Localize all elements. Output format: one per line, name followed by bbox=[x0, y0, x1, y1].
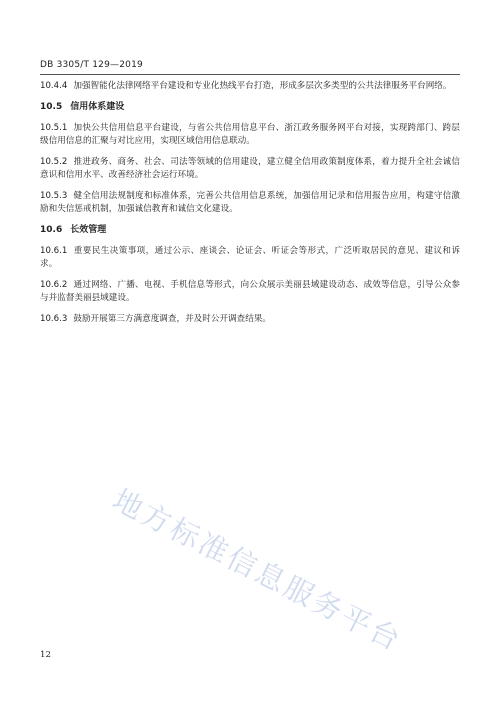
clause-number: 10.5.1 bbox=[40, 123, 68, 133]
section-number: 10.5 bbox=[40, 102, 63, 112]
clause-number: 10.6.2 bbox=[40, 280, 68, 290]
clause-number: 10.6.3 bbox=[40, 314, 68, 324]
clause-text: 通过网络、广播、电视、手机信息等形式，向公众展示美丽县域建设动态、成效等信息，引导公众参与并监督美丽县域建设。 bbox=[40, 280, 460, 303]
clause-10-6-1 bbox=[40, 245, 460, 271]
page-number: 12 bbox=[40, 650, 51, 660]
clause-text: 加快公共信用信息平台建设，与省公共信用信息平台、浙江政务服务网平台对接，实现跨部门、跨层级信用信息的汇聚与对比应用，实现区域信用信息联动。 bbox=[40, 123, 460, 146]
watermark: 地方标准信息服务平台 bbox=[107, 482, 408, 659]
clause-number: 10.5.3 bbox=[40, 191, 68, 201]
clause-10-6-3 bbox=[40, 313, 460, 326]
clause-10-6-2 bbox=[40, 279, 460, 305]
header-divider bbox=[40, 74, 460, 75]
document-body bbox=[40, 80, 460, 334]
section-title: 长效管理 bbox=[70, 225, 107, 235]
clause-10-4-4 bbox=[40, 80, 460, 93]
clause-10-5-3 bbox=[40, 190, 460, 216]
clause-text: 加强智能化法律网络平台建设和专业化热线平台打造，形成多层次多类型的公共法律服务平台网络。 bbox=[73, 81, 452, 91]
section-number: 10.6 bbox=[40, 225, 63, 235]
section-heading-10-6 bbox=[40, 224, 460, 237]
clause-text: 鼓励开展第三方满意度调查，并及时公开调查结果。 bbox=[73, 314, 272, 324]
clause-number: 10.5.2 bbox=[40, 157, 68, 167]
section-heading-10-5 bbox=[40, 101, 460, 114]
clause-number: 10.6.1 bbox=[40, 246, 68, 256]
clause-10-5-1 bbox=[40, 122, 460, 148]
clause-text: 重要民生决策事项，通过公示、座谈会、论证会、听证会等形式，广泛听取居民的意见、建议和诉求。 bbox=[40, 246, 460, 269]
clause-number: 10.4.4 bbox=[40, 81, 68, 91]
clause-text: 推进政务、商务、社会、司法等领域的信用建设，建立健全信用政策制度体系，着力提升全社会诚信意识和信用水平、改善经济社会运行环境。 bbox=[40, 157, 460, 180]
section-title: 信用体系建设 bbox=[70, 102, 125, 112]
clause-text: 健全信用法规制度和标准体系，完善公共信用信息系统，加强信用记录和信用报告应用，构建守信激励和失信惩戒机制，加强诚信教育和诚信文化建设。 bbox=[40, 191, 460, 214]
clause-10-5-2 bbox=[40, 156, 460, 182]
document-code: DB 3305/T 129—2019 bbox=[40, 60, 143, 70]
